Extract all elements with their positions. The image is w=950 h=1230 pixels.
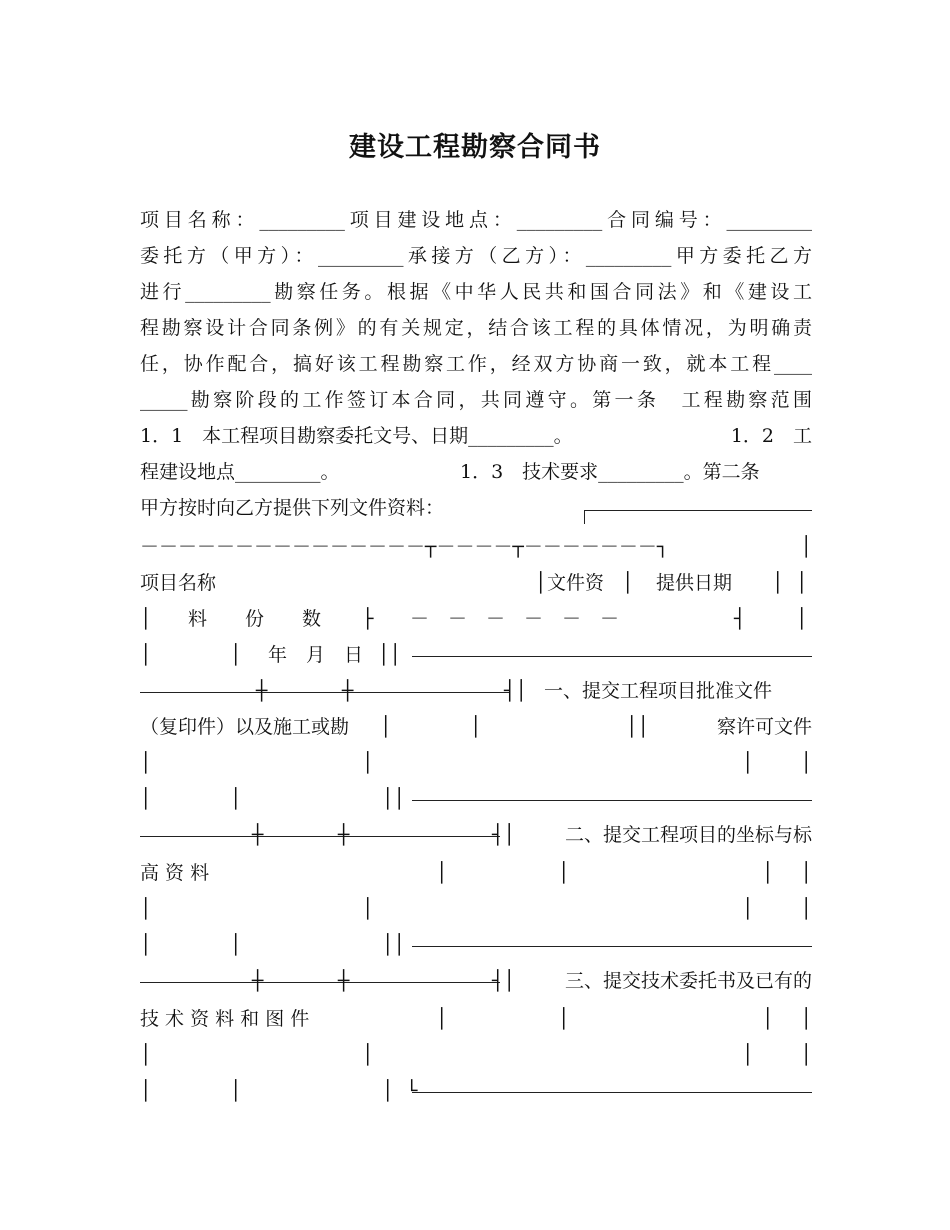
table-border — [412, 800, 812, 801]
table-line: 项目名称 │ 文件资 │ 提供日期 │ │ — [140, 565, 812, 601]
header-doc-copies: 文件资 — [547, 572, 605, 594]
row-1-item-end: 察许可文件 — [716, 716, 812, 738]
row-2-item-cont: 高 资 料 — [140, 862, 210, 884]
table-line: │ 料 份 数 ├ － － － － － － ┤ │ — [140, 601, 812, 637]
table-line: －－－－－－－－－－－－－－－┬－－－－┬－－－－－－－┐ │ — [140, 536, 812, 558]
row-1-item-cont: （复印件）以及施工或勘 — [140, 716, 350, 738]
dash-row: －－－－－－－－－－－－－－－┬－－－－┬－－－－－－－┐ — [140, 536, 669, 558]
table-line: │ │ ││ — [140, 934, 405, 956]
table-border — [412, 1092, 812, 1093]
clause-1-2-start: 1．2 工 — [730, 425, 812, 447]
paragraph-line — [140, 310, 812, 346]
header-project-name: 项目名称 — [140, 572, 217, 594]
table-line: │ │ │ │ — [140, 752, 812, 774]
table-border — [412, 656, 812, 657]
article-2-text: 甲方按时向乙方提供下列文件资料： — [140, 497, 445, 519]
table-border — [412, 946, 812, 947]
table-line: 技 术 资 料 和 图 件 │ │ │ │ — [140, 1008, 812, 1030]
clause-1-1: 1．1 本工程项目勘察委托文号、日期_________。 — [140, 425, 573, 447]
dash-row: － － － － － － — [410, 608, 620, 630]
table-line: │ │ │ │ — [140, 898, 812, 920]
table-line: ┼ ┼ ┤│ 一、提交工程项目批准文件 — [140, 673, 812, 709]
header-date: 提供日期 — [656, 572, 733, 594]
project-info-line: 项目名称：_________项目建设地点：_________合同编号：_________ — [140, 209, 812, 231]
paragraph-line — [140, 490, 812, 526]
paragraph-text: 进行_________勘察任务。根据《中华人民共和国合同法》和《建设工 — [140, 281, 812, 303]
table-line: 高 资 料 │ │ │ │ — [140, 862, 812, 884]
paragraph-text: 任，协作配合，搞好该工程勘察工作，经双方协商一致，就本工程____ — [140, 353, 812, 375]
row-1-item: 一、提交工程项目批准文件 — [544, 680, 773, 702]
header-ymd: 年 月 日 — [268, 644, 364, 666]
row-2-item: 二、提交工程项目的坐标与标 — [564, 824, 812, 846]
contract-title: 建设工程勘察合同书 — [349, 132, 601, 163]
row-3-item-cont: 技 术 资 料 和 图 件 — [140, 1008, 310, 1030]
paragraph-text: _____勘察阶段的工作签订本合同，共同遵守。第一条 工程勘察范围 — [140, 389, 812, 411]
paragraph-line — [140, 202, 812, 238]
table-line: │ │ │ └ — [140, 1080, 418, 1102]
parties-line: 委托方（甲方）：_________承接方（乙方）：_________甲方委托乙方 — [140, 245, 812, 267]
paragraph-line — [140, 382, 812, 418]
table-line: ┼ ┼ ┤│ 二、提交工程项目的坐标与标 — [140, 817, 812, 853]
clause-1-3: 1．3 技术要求_________。第二条 — [460, 461, 760, 483]
paragraph-line — [140, 238, 812, 274]
table-line: ┼ ┼ ┤│ 三、提交技术委托书及已有的 — [140, 963, 812, 999]
table-line: （复印件）以及施工或勘 │ │ ││ 察许可文件 — [140, 709, 812, 745]
header-doc-copies-cont: 料 份 数 — [188, 608, 322, 630]
table-border — [584, 510, 585, 524]
clause-1-2-end: 程建设地点_________。 — [140, 461, 340, 483]
table-border — [584, 510, 812, 511]
table-line: │ │ │ │ — [140, 1044, 812, 1066]
paragraph-line — [140, 346, 812, 382]
paragraph-line — [140, 454, 812, 490]
paragraph-line — [140, 418, 812, 454]
row-3-item: 三、提交技术委托书及已有的 — [564, 970, 812, 992]
table-line: │ │ 年 月 日 ││ — [140, 637, 812, 673]
paragraph-text: 程勘察设计合同条例》的有关规定，结合该工程的具体情况，为明确责 — [140, 317, 812, 339]
table-line: │ │ ││ — [140, 788, 405, 810]
paragraph-line — [140, 274, 812, 310]
